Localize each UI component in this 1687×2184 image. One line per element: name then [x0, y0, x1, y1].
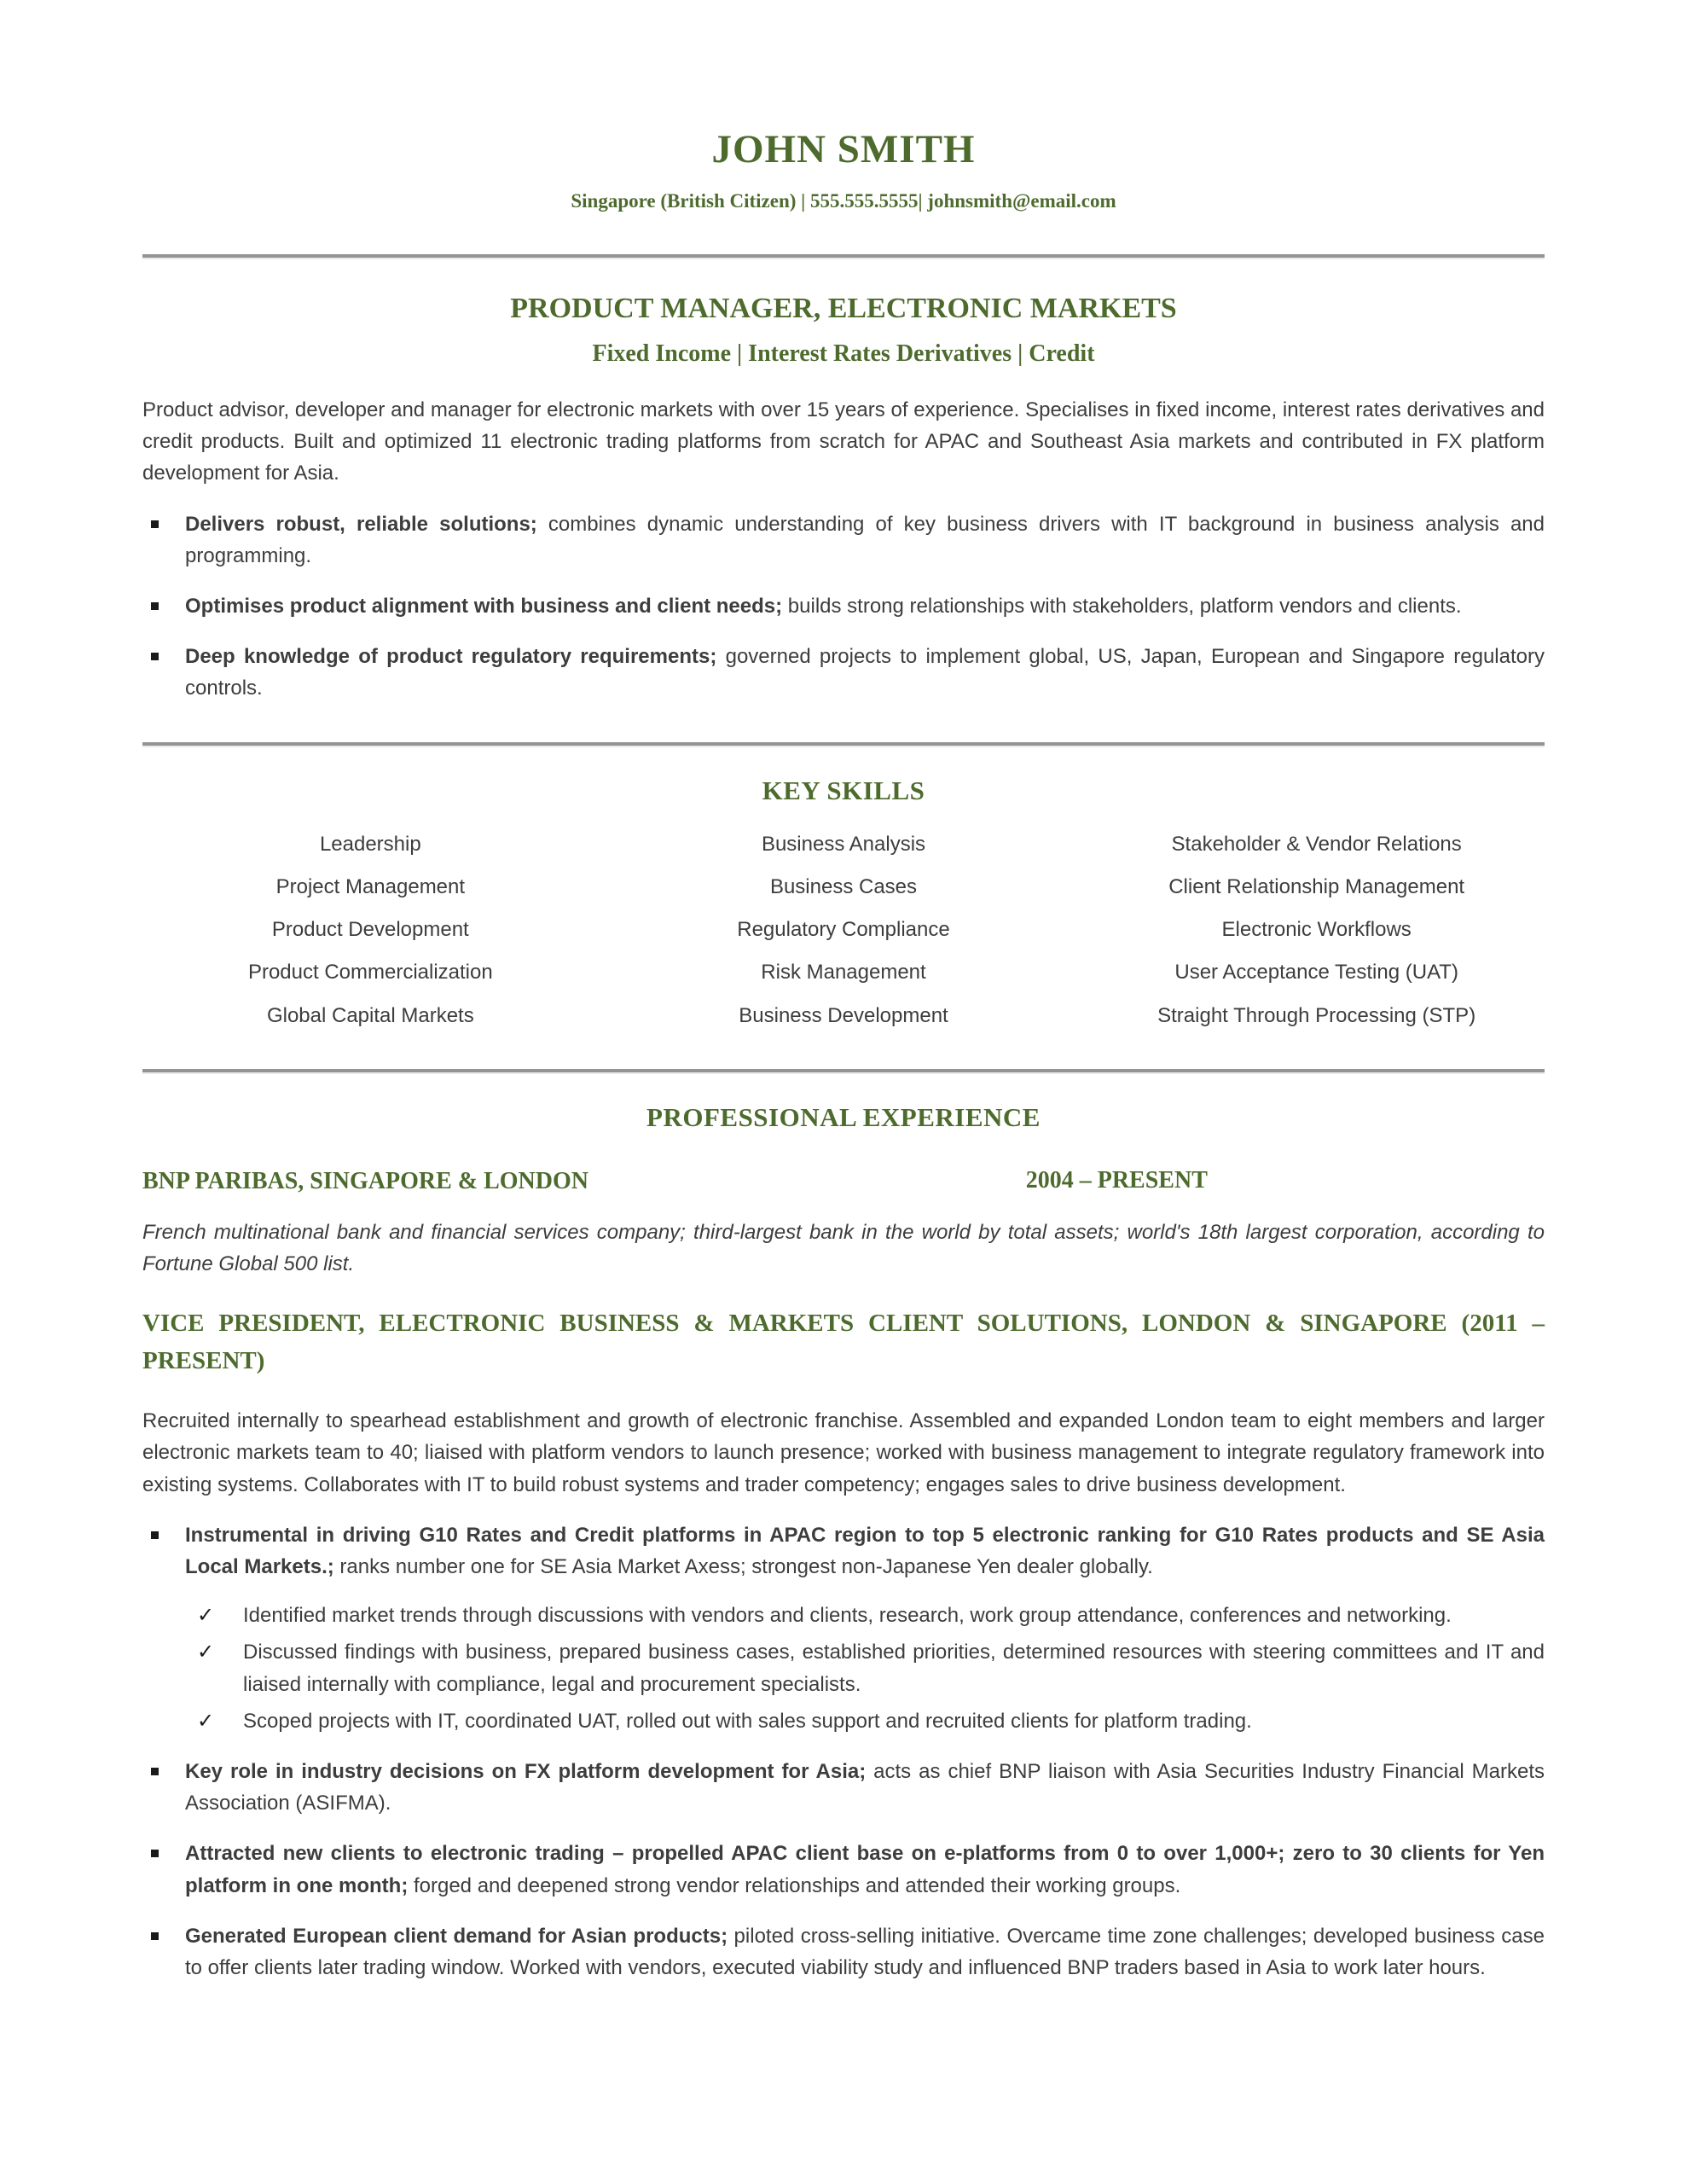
achievement-item: ✓ Identified market trends through discussions with vendors and clients, research, work group attendance, conferences and networking. — [185, 1600, 1545, 1631]
skill-item: Product Commercialization — [247, 961, 493, 985]
employment-dates: 2004 – PRESENT — [1025, 1166, 1208, 1194]
experience-bullet — [142, 1838, 1545, 1901]
bullet-lead: Instrumental in driving G10 Rates and Credit platforms in APAC region to top 5 electronic ranking for G10 Rates products and SE Asia Local Markets.; — [185, 1523, 1545, 1579]
employer-description: French multinational bank and financial services company; third-largest bank in the world by total assets; world's 18th largest corporation, according to Fortune Global 500 list. — [142, 1220, 1545, 1276]
achievement-check-list — [185, 1600, 1545, 1737]
highlight-text: builds strong relationships with stakeholders, platform vendors and clients. — [782, 595, 1462, 619]
achievement-item: ✓ Discussed findings with business, prepared business cases, established priorities, determined resources with steering committees and IT and liaised internally with compliance, legal and procurement specialists. — [185, 1636, 1545, 1699]
candidate-name: JOHN SMITH — [711, 127, 976, 171]
highlight-item — [142, 590, 1545, 622]
experience-bullet — [142, 1519, 1545, 1737]
experience-bullet — [142, 1756, 1545, 1819]
highlight-lead: Deep knowledge of product regulatory requirements; — [185, 645, 717, 669]
highlight-lead: Optimises product alignment with business and client needs; — [185, 595, 783, 619]
role-summary: Recruited internally to spearhead establishment and growth of electronic franchise. Assembled and expanded London team to eight members and larger electronic markets team to 40; liaised with platform vendors to launch presence; worked with business management to integrate regulatory framework into existing systems. Collaborates with IT to build robust systems and trader competency; engages sales to drive business development. — [142, 1409, 1545, 1496]
specialties-subheading: Fixed Income | Interest Rates Derivatives | Credit — [592, 340, 1095, 368]
skill-item: Leadership — [319, 832, 421, 856]
skill-item: Project Management — [275, 874, 466, 898]
skill-item: Business Development — [739, 1003, 948, 1027]
profile-summary: Product advisor, developer and manager for electronic markets with over 15 years of experience. Specialises in fixed income, interest rates derivatives and credit products. Built and optimized 11 electronic trading platforms from scratch for APAC and Southeast Asia markets and contributed in FX platform development for Asia. — [142, 398, 1545, 485]
bullet-lead: Generated European client demand for Asian products; — [185, 1924, 728, 1948]
employer-row — [142, 1165, 1545, 1196]
achievement-item: ✓ Scoped projects with IT, coordinated UAT, rolled out with sales support and recruited clients for platform trading. — [185, 1705, 1545, 1737]
contact-line: Singapore (British Citizen) | 555.555.5555| johnsmith@email.com — [571, 190, 1116, 212]
experience-bullets-list — [142, 1519, 1545, 1984]
key-skills-heading: KEY SKILLS — [762, 775, 925, 805]
skill-item: Electronic Workflows — [1221, 918, 1412, 942]
skill-item: User Acceptance Testing (UAT) — [1174, 961, 1458, 985]
skill-item: Regulatory Compliance — [737, 918, 950, 942]
bullet-text: piloted cross-selling initiative. Overcame time zone challenges; developed business case to offer clients later trading window. Worked with vendors, executed viability study and influenced BNP traders based in Asia to work later hours. — [185, 1924, 1545, 1979]
bullet-text: acts as chief BNP liaison with Asia Securities Industry Financial Markets Association (ASIFMA). — [185, 1759, 1545, 1815]
experience-bullet — [142, 1920, 1545, 1984]
highlight-text: combines dynamic understanding of key business drivers with IT background in business analysis and programming. — [185, 512, 1545, 567]
highlight-item — [142, 508, 1545, 572]
skill-item: Straight Through Processing (STP) — [1157, 1003, 1476, 1027]
skill-item: Global Capital Markets — [266, 1003, 474, 1027]
divider-skills — [142, 742, 1545, 746]
resume-header — [142, 126, 1545, 217]
highlight-text: governed projects to implement global, US, Japan, European and Singapore regulatory controls. — [185, 645, 1545, 700]
skill-item: Stakeholder & Vendor Relations — [1171, 832, 1462, 856]
experience-heading: PROFESSIONAL EXPERIENCE — [646, 1101, 1041, 1132]
bullet-text: ranks number one for SE Asia Market Axess; strongest non-Japanese Yen dealer globally. — [333, 1555, 1153, 1579]
skill-item: Business Cases — [769, 874, 918, 898]
employer-name: BNP PARIBAS, SINGAPORE & LONDON — [142, 1167, 588, 1194]
highlight-item — [142, 641, 1545, 704]
bullet-lead: Key role in industry decisions on FX platform development for Asia; — [185, 1759, 867, 1783]
bullet-text: forged and deepened strong vendor relationships and attended their working groups. — [408, 1873, 1181, 1897]
skill-item: Risk Management — [761, 961, 926, 985]
role-title-heading: VICE PRESIDENT, ELECTRONIC BUSINESS & MARKETS CLIENT SOLUTIONS, LONDON & SINGAPORE (2011 – PRESENT) — [142, 1310, 1545, 1374]
divider-top — [142, 254, 1545, 258]
skill-item: Product Development — [271, 918, 469, 942]
skill-item: Business Analysis — [761, 832, 926, 856]
job-title-heading: PRODUCT MANAGER, ELECTRONIC MARKETS — [510, 292, 1177, 324]
skill-item: Client Relationship Management — [1168, 874, 1465, 898]
highlight-lead: Delivers robust, reliable solutions; — [185, 512, 537, 536]
profile-highlights-list — [142, 508, 1545, 705]
divider-experience — [142, 1069, 1545, 1072]
key-skills-grid — [142, 828, 1545, 1031]
bullet-lead: Attracted new clients to electronic trading – propelled APAC client base on e-platforms from 0 to over 1,000+; zero to 30 clients for Yen platform in one month; — [185, 1842, 1545, 1897]
